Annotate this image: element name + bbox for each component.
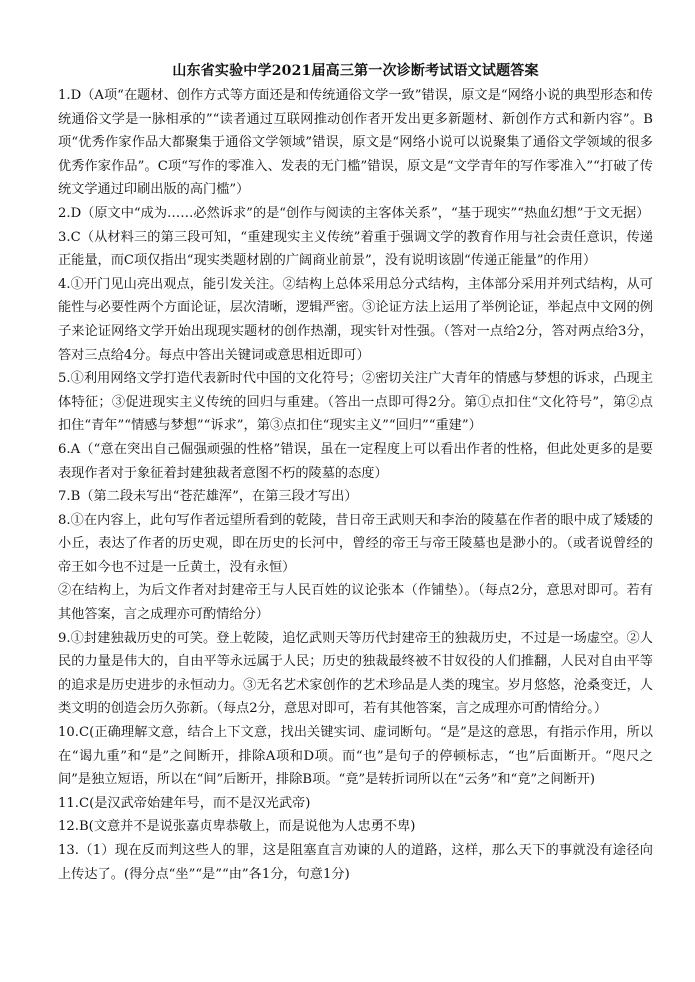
answer-item-8-part-2: ②在结构上，为后文作者对封建帝王与人民百姓的议论张本（作铺垫）。（每点2分，意思对即可。若有其他答案，言之成理亦可酌情给分） [58,583,653,623]
answer-item-6: 6.A（“意在突出自己倔强顽强的性格”错误，虽在一定程度上可以看出作者的性格，但此处更多的是要表现作者对于象征着封建独裁者意图不朽的陵墓的态度） [58,441,653,481]
answer-item-5: 5.①利用网络文学打造代表新时代中国的文化符号；②密切关注广大青年的情感与梦想的诉求，凸现主体特征；③促进现实主义传统的回归与重建。（答出一点即可得2分。第①点扣住“文化符号”，第②点扣住“青年”“情感与梦想”“诉求”，第③点扣住“现实主义”“回归”“重建”） [58,371,653,434]
document-title: 山东省实验中学2021届高三第一次诊断考试语文试题答案 [172,63,539,79]
answer-item-3: 3.C（从材料三的第三段可知，“重建现实主义传统”着重于强调文学的教育作用与社会责任意识，传递正能量，而C项仅指出“现实类题材剧的广阔商业前景”，没有说明该剧“传递正能量”的作用） [58,229,653,269]
answer-item-12: 12.B(文意并不是说张嘉贞卑恭敬上，而是说他为人忠勇不卑) [58,819,416,835]
answer-item-11: 11.C(是汉武帝始建年号，而不是汉光武帝) [58,795,311,811]
answer-item-13: 13.（1）现在反而判这些人的罪，这是阻塞直言劝谏的人的道路，这样，那么天下的事就没有途径向上传达了。(得分点“坐”“是”“由”各1分，句意1分) [58,843,653,882]
answer-item-1: 1.D（A项“在题材、创作方式等方面还是和传统通俗文学一致”错误，原文是“网络小说的典型形态和传统通俗文学是一脉相承的”“读者通过互联网推动创作者开发出更多新题材、新创作方式和新内容”。B项“优秀作家作品大都聚集于通俗文学领域”错误，原文是“网络小说可以说聚集了通俗文学领域的很多优秀作家作品”。C项“写作的零准入、发表的无门槛”错误，原文是“文学青年的写作零准入”“打破了传统文学通过印刷出版的高门槛”） [58,88,653,198]
answer-item-4: 4.①开门见山亮出观点，能引发关注。②结构上总体采用总分式结构，主体部分采用并列式结构，从可能性与必要性两个方面论证，层次清晰，逻辑严密。③论证方法上运用了举例论证，举起点中文网的例子来论证网络文学开始出现现实题材的创作热潮，现实针对性强。（答对一点给2分，答对两点给3分，答对三点给4分。每点中答出关键词或意思相近即可） [58,276,653,363]
answer-item-2: 2.D（原文中“成为……必然诉求”的是“创作与阅读的主客体关系”，“基于现实”“热血幻想”于文无据） [58,205,650,221]
answer-item-9: 9.①封建独裁历史的可笑。登上乾陵，追忆武则天等历代封建帝王的独裁历史，不过是一场虚空。②人民的力量是伟大的，自由平等永远属于人民；历史的独裁最终被不甘奴役的人们推翻，人民对自由平等的追求是历史进步的永恒动力。③无名艺术家创作的艺术珍品是人类的瑰宝。岁月悠悠，沧桑变迁，人类文明的创造会历久弥新。（每点2分，意思对即可，若有其他答案，言之成理亦可酌情给分。） [58,630,653,717]
answer-item-8-part-1: 8.①在内容上，此句写作者远望所看到的乾陵，昔日帝王武则天和李治的陵墓在作者的眼中成了矮矮的小丘，表达了作者的历史观，即在历史的长河中，曾经的帝王与帝王陵墓也是渺小的。（或者说曾经的帝王如今也不过是一丘黄土，没有永恒） [58,512,653,575]
answer-item-7: 7.B（第二段未写出“苍茫雄浑”，在第三段才写出） [58,489,358,505]
answer-item-10: 10.C(正确理解文意，结合上下文意，找出关键实词、虚词断句。“是”是这的意思，有指示作用，所以在“谒九重”和“是”之间断开，排除A项和D项。而“也”是句子的停顿标志，“也”后面断开。“咫尺之间”是独立短语，所以在“间”后断开，排除B项。“竟”是转折词所以在“云务”和“竟”之间断开) [58,725,653,788]
answer-list [58,84,653,886]
